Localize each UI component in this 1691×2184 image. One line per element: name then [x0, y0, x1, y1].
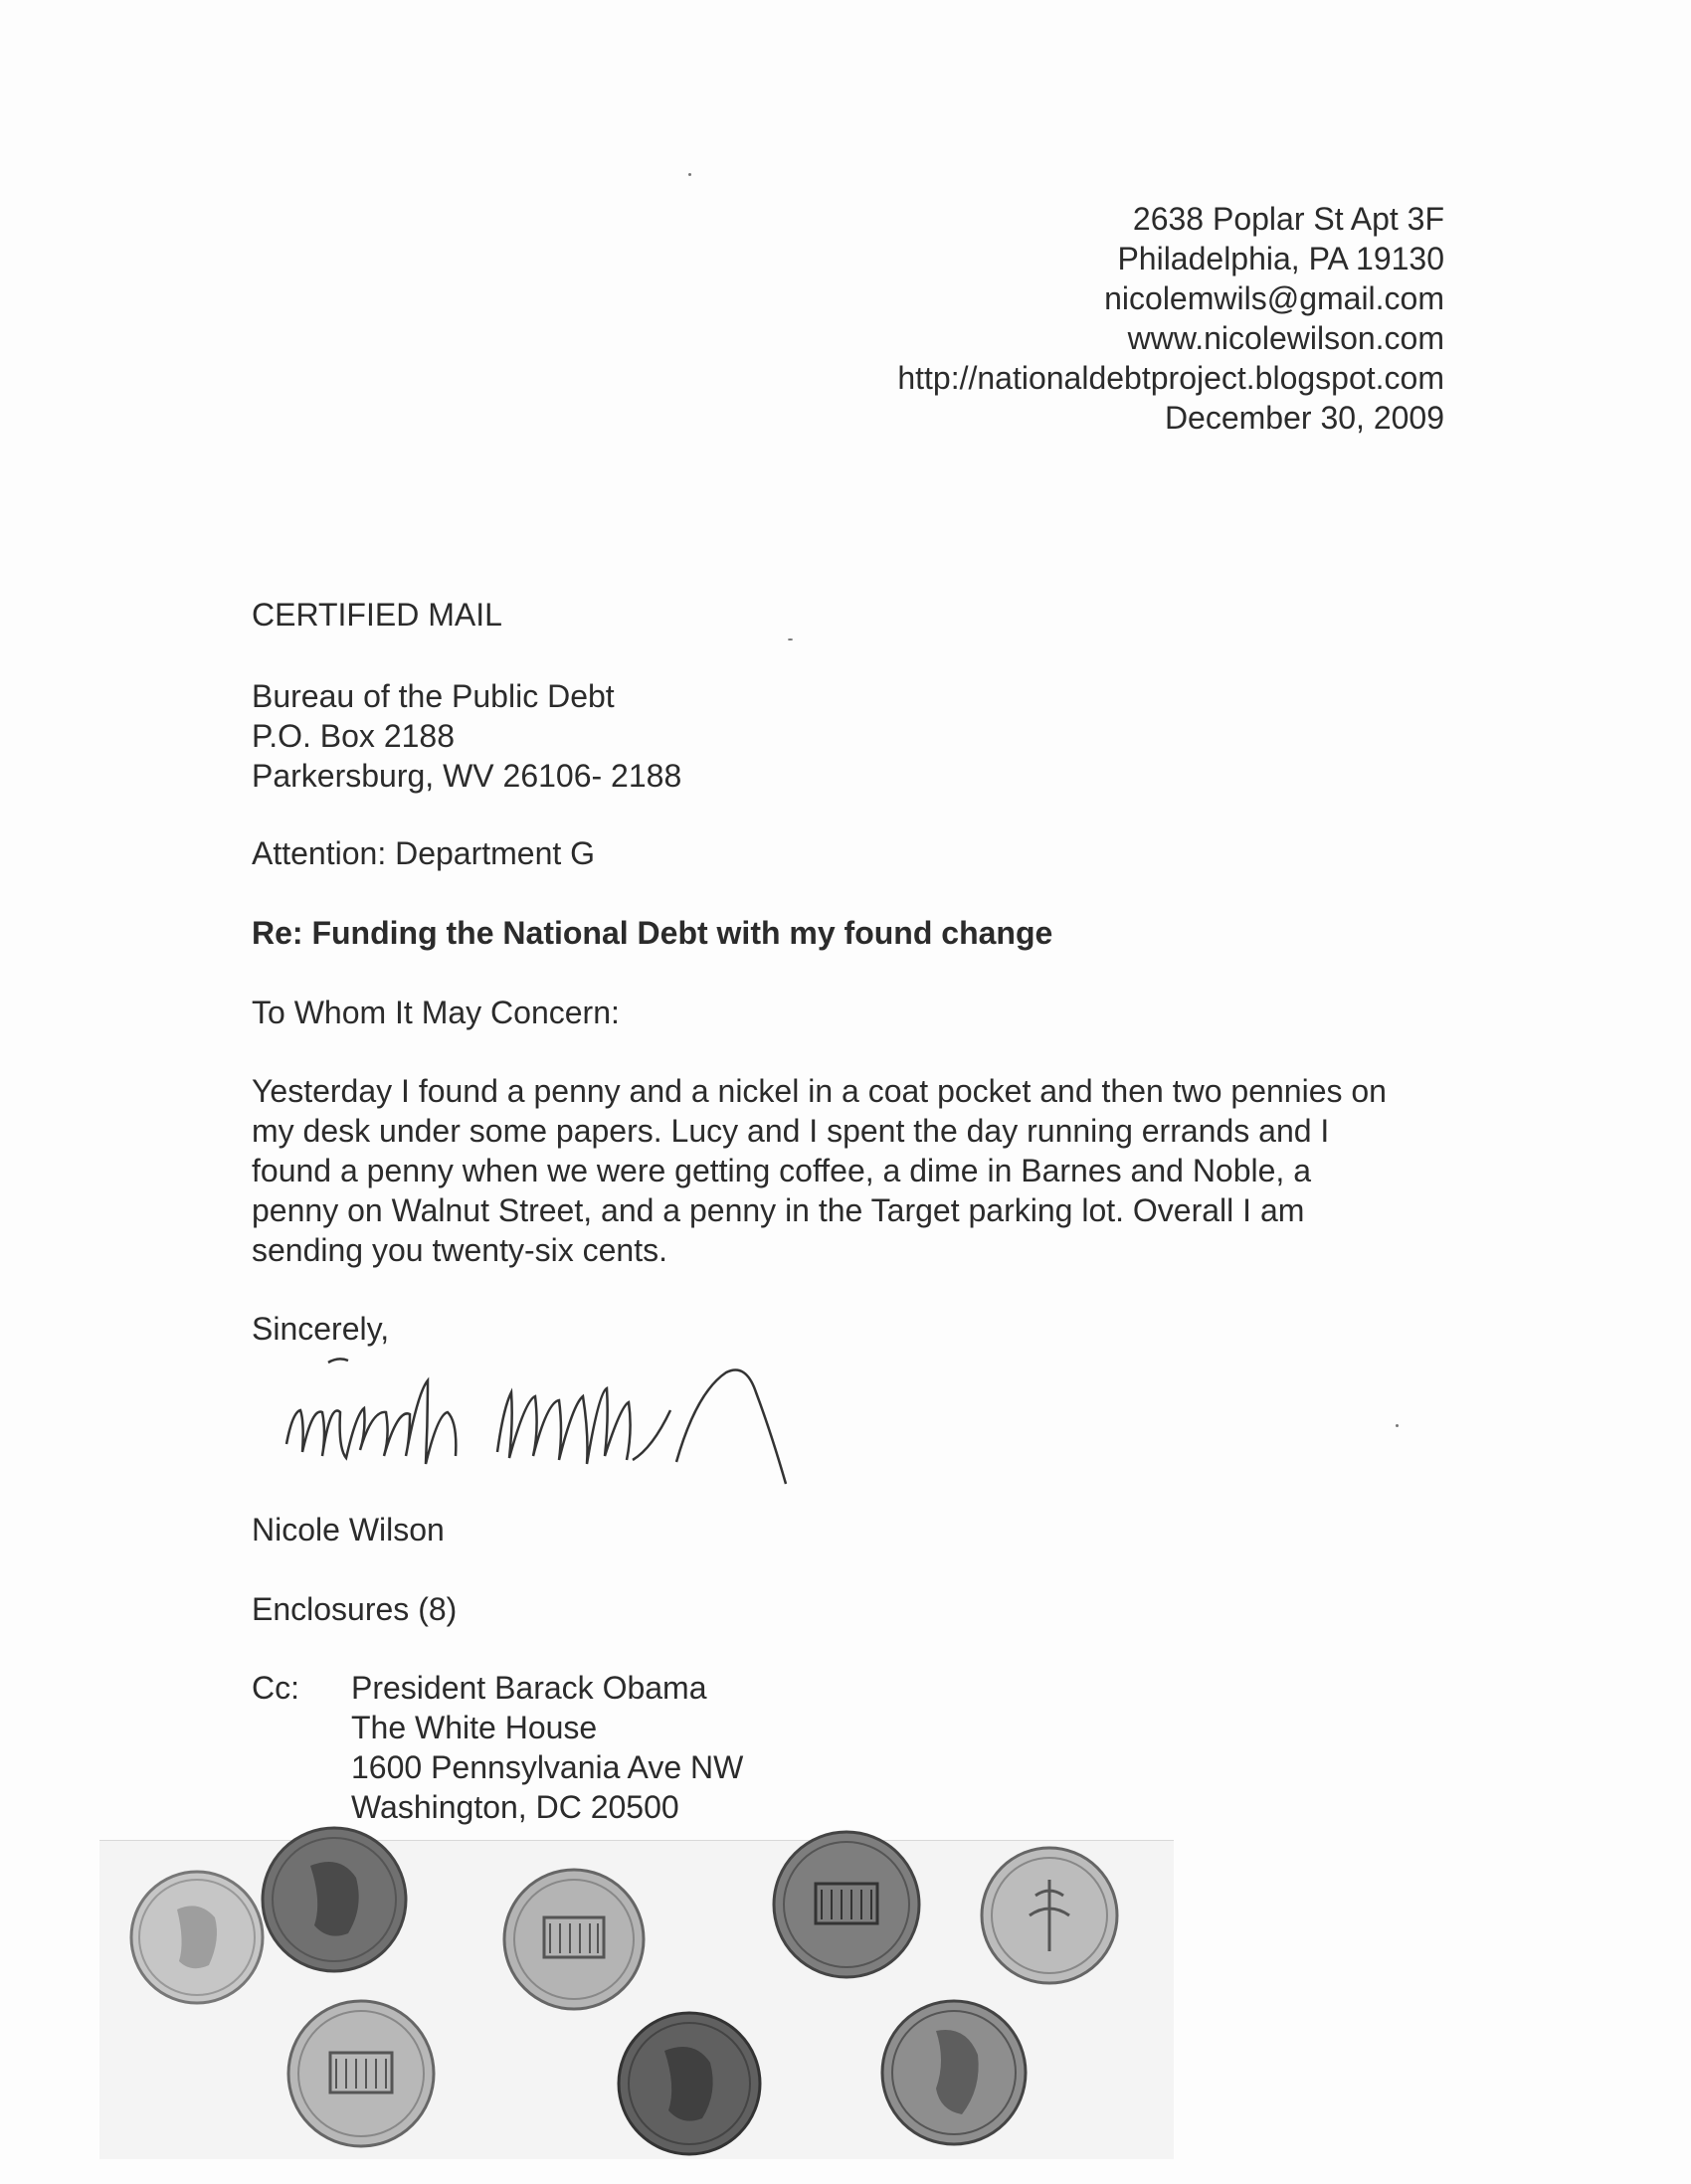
sender-city: Philadelphia, PA 19130	[1117, 241, 1444, 276]
penny-coin	[261, 1826, 408, 1973]
cc-line: 1600 Pennsylvania Ave NW	[351, 1749, 744, 1785]
penny-coin	[772, 1830, 921, 1979]
penny-coin	[286, 1999, 436, 2148]
cc-address	[351, 1668, 743, 1827]
cc-label: Cc:	[252, 1670, 299, 1706]
dime-coin	[980, 1846, 1119, 1985]
penny-coin	[617, 2011, 762, 2156]
enclosures-line: Enclosures (8)	[252, 1591, 458, 1627]
signer-name: Nicole Wilson	[252, 1512, 445, 1547]
salutation: To Whom It May Concern:	[252, 995, 620, 1030]
dime-coin	[129, 1870, 265, 2005]
body-paragraph	[252, 1071, 1445, 1270]
sender-email: nicolemwils@gmail.com	[1104, 280, 1444, 316]
scan-speck	[788, 638, 793, 640]
body-line: sending you twenty-six cents.	[252, 1232, 667, 1268]
sender-website: www.nicolewilson.com	[1127, 320, 1444, 356]
sender-blog: http://nationaldebtproject.blogspot.com	[897, 360, 1444, 396]
body-line: Yesterday I found a penny and a nickel in a coat pocket and then two pennies on	[252, 1073, 1387, 1109]
cc-line: President Barack Obama	[351, 1670, 707, 1706]
recipient-name: Bureau of the Public Debt	[252, 678, 615, 714]
cc-line: The White House	[351, 1710, 598, 1745]
closing: Sincerely,	[252, 1311, 390, 1347]
scan-speck	[1396, 1424, 1399, 1427]
subject-line: Re: Funding the National Debt with my found change	[252, 915, 1053, 951]
cc-line: Washington, DC 20500	[351, 1789, 679, 1825]
body-line: found a penny when we were getting coffee, a dime in Barnes and Noble, a	[252, 1153, 1311, 1188]
sender-address-block	[897, 199, 1444, 438]
body-line: penny on Walnut Street, and a penny in the Target parking lot. Overall I am	[252, 1192, 1305, 1228]
sender-street: 2638 Poplar St Apt 3F	[1132, 201, 1444, 237]
nickel-coin	[880, 1999, 1028, 2146]
penny-coin	[502, 1868, 646, 2011]
mail-type: CERTIFIED MAIL	[252, 597, 502, 633]
recipient-po-box: P.O. Box 2188	[252, 718, 455, 754]
recipient-city: Parkersburg, WV 26106- 2188	[252, 758, 682, 794]
scan-speck	[688, 173, 691, 176]
recipient-address-block	[252, 676, 681, 796]
attention-line: Attention: Department G	[252, 835, 596, 871]
handwritten-signature	[279, 1353, 816, 1492]
body-line: my desk under some papers. Lucy and I spent the day running errands and I	[252, 1113, 1330, 1149]
letter-date: December 30, 2009	[1164, 400, 1444, 436]
